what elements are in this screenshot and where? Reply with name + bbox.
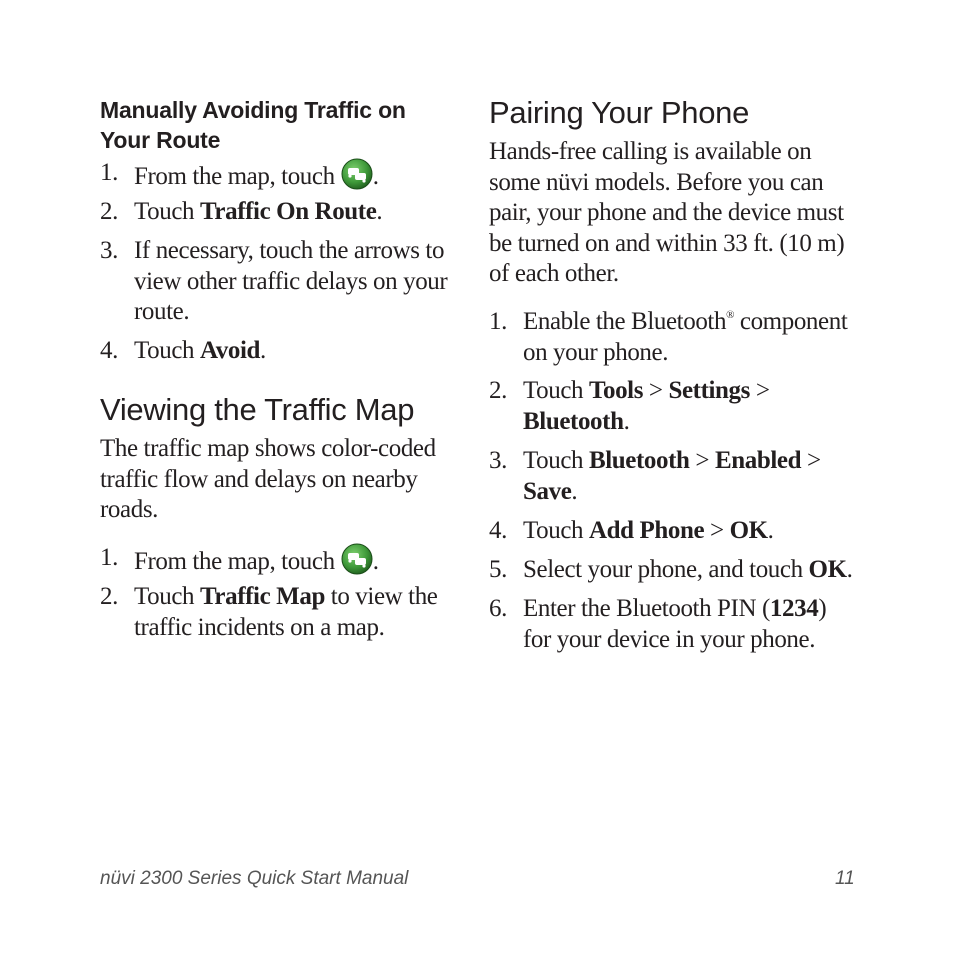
list-item: 4. Touch Avoid. [100,337,266,364]
section-heading-traffic-map: Viewing the Traffic Map [100,392,415,427]
list-item: 3. Touch Bluetooth > Enabled > Save. [489,447,821,505]
paragraph-traffic-map: The traffic map shows color-coded traffic flow and delays on nearby roads. [100,435,436,523]
traffic-icon [341,543,373,575]
list-item: 2. Touch Traffic Map to view the traffic incidents on a map. [100,583,438,641]
paragraph-pairing: Hands-free calling is available on some nüvi models. Before you can pair, your phone and the device must be turned on and within 33 ft. (10 m) of each other. [489,138,845,287]
section-heading-avoid-traffic: Manually Avoiding Traffic on Your Route [100,97,406,153]
list-item: 1. Enable the Bluetooth® component on your phone. [489,308,848,366]
list-item: 1. From the map, touch . [100,159,379,190]
list-item: 2. Touch Traffic On Route. [100,198,383,225]
list-item: 1. From the map, touch . [100,544,379,575]
list-item: 5. Select your phone, and touch OK. [489,556,853,583]
section-heading-pairing: Pairing Your Phone [489,95,750,130]
page-number: 11 [835,868,855,889]
list-item: 2. Touch Tools > Settings > Bluetooth. [489,377,770,435]
traffic-icon [341,158,373,190]
footer-title: nüvi 2300 Series Quick Start Manual [100,868,409,889]
list-item: 6. Enter the Bluetooth PIN (1234) for your device in your phone. [489,595,827,653]
list-item: 3. If necessary, touch the arrows to view other traffic delays on your route. [100,237,448,325]
list-item: 4. Touch Add Phone > OK. [489,517,774,544]
